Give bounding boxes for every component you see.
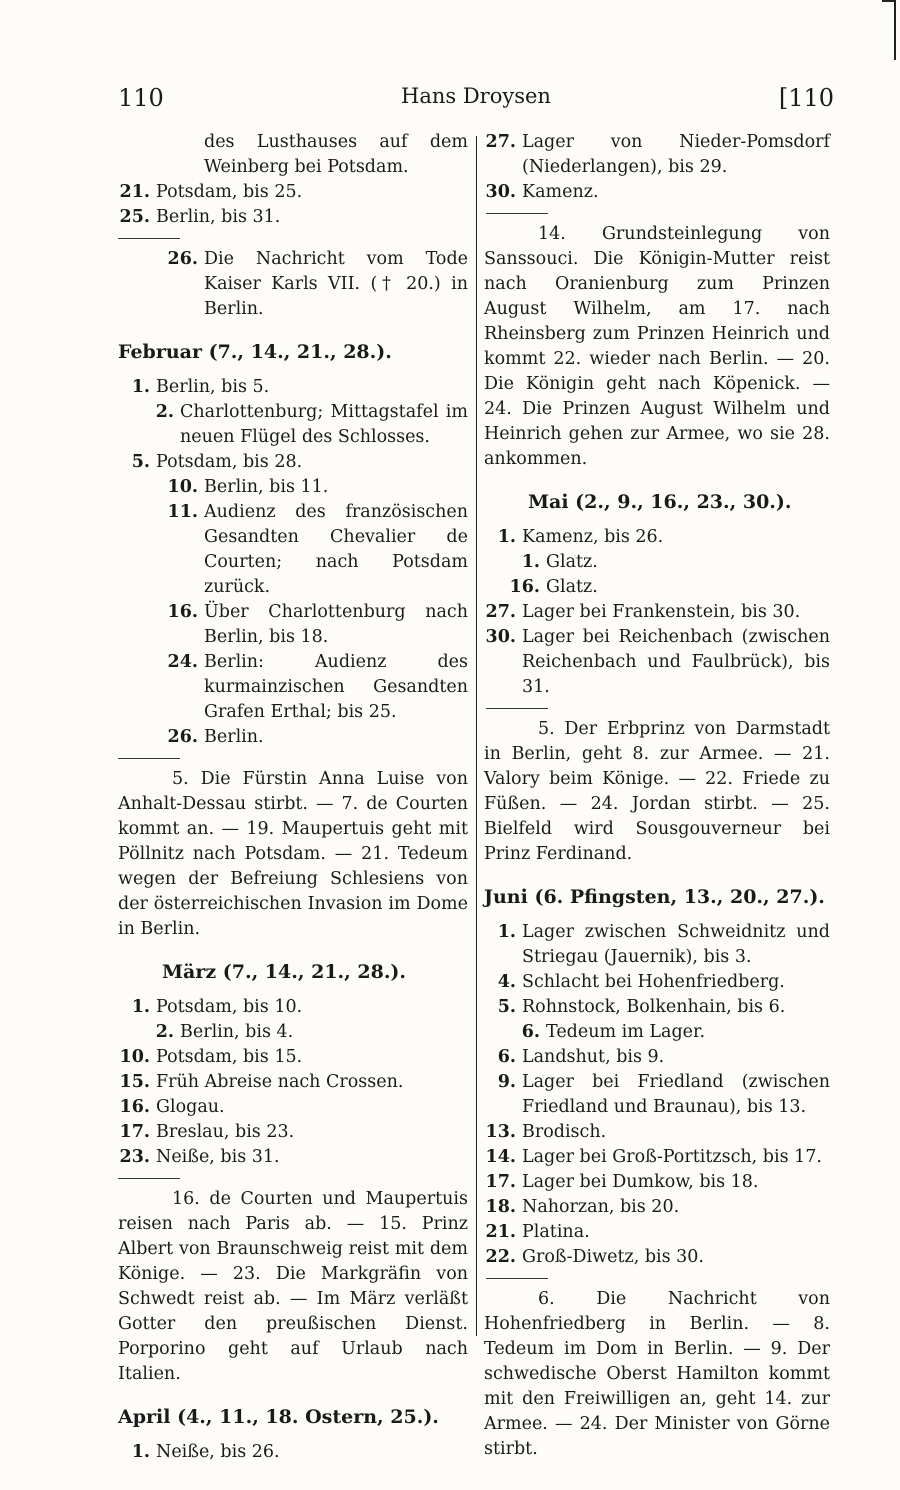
- list-item: [118, 1070, 468, 1095]
- item-number: 18.: [485, 1197, 516, 1217]
- list-item: [118, 180, 468, 205]
- april-note: 14. Grundsteinlegung von Sanssouci. Die Königin-Mutter reist nach Oranienburg zum Prinzen August Wilhelm, am 17. nach Rheinsberg zum Prinzen Heinrich und kommt 22. wieder nach Berlin. — 20. Die Königin geht nach Köpenick. — 24. Die Prinzen August Wilhelm und Heinrich gehen zur Armee, wo sie 28. ankommen.: [484, 224, 830, 469]
- item-text: Platina.: [522, 1222, 590, 1242]
- item-text: Glatz.: [546, 552, 598, 572]
- item-number: 24.: [167, 652, 198, 672]
- item-text: Glatz.: [546, 577, 598, 597]
- item-number: 2.: [155, 402, 174, 422]
- item-text: Schlacht bei Hohenfriedberg.: [522, 972, 785, 992]
- item-number: 6.: [497, 1047, 516, 1067]
- page-header: [118, 84, 834, 118]
- item-text: Charlottenburg; Mittagstafel im neuen Flügel des Schlosses.: [180, 402, 468, 447]
- item-number: 6.: [521, 1022, 540, 1042]
- item-text: Potsdam, bis 25.: [156, 182, 303, 202]
- list-item: [484, 1070, 830, 1120]
- item-text: Berlin.: [204, 727, 264, 747]
- item-text: Lager bei Frankenstein, bis 30.: [522, 602, 801, 622]
- list-item: [484, 1245, 830, 1270]
- item-text: Tedeum im Lager.: [546, 1022, 706, 1042]
- item-number: 13.: [485, 1122, 516, 1142]
- item-text: Lager bei Groß-Portitzsch, bis 17.: [522, 1147, 822, 1167]
- item-number: 9.: [497, 1072, 516, 1092]
- item-text: Lager bei Dumkow, bis 18.: [522, 1172, 759, 1192]
- section-rule: [118, 1178, 180, 1179]
- month-heading-maerz: März (7., 14., 21., 28.).: [162, 961, 407, 983]
- item-number: 1.: [131, 377, 150, 397]
- item-text: Kamenz.: [522, 182, 599, 202]
- item-number: 10.: [119, 1047, 150, 1067]
- list-item: [118, 375, 468, 400]
- item-number: 27.: [485, 602, 516, 622]
- item-text: Landshut, bis 9.: [522, 1047, 665, 1067]
- list-item: [484, 600, 830, 625]
- item-text: Berlin, bis 5.: [156, 377, 270, 397]
- continued-text: des Lusthauses auf dem Weinberg bei Potsdam.: [204, 132, 468, 177]
- list-item: [484, 920, 830, 970]
- item-number: 26.: [167, 727, 198, 747]
- item-number: 17.: [119, 1122, 150, 1142]
- list-item: [484, 625, 830, 700]
- item-text: Audienz des französischen Gesandten Chevalier de Courten; nach Potsdam zurück.: [204, 502, 468, 597]
- item-text: Groß-Diwetz, bis 30.: [522, 1247, 704, 1267]
- list-item: [484, 995, 830, 1020]
- running-head: Hans Droysen: [401, 84, 551, 108]
- mai-note: 5. Der Erbprinz von Darmstadt in Berlin, geht 8. zur Armee. — 21. Valory beim Könige. — 22. Friede zu Füßen. — 24. Jordan stirbt. — 25. Bielfeld wird Sousgouverneur bei Prinz Ferdinand.: [484, 719, 830, 864]
- list-item: [118, 450, 468, 475]
- item-number: 14.: [485, 1147, 516, 1167]
- item-text: Lager von Nieder-Pomsdorf (Niederlangen), bis 29.: [522, 132, 830, 177]
- list-item: [484, 575, 830, 600]
- item-text: Lager bei Reichenbach (zwischen Reichenbach und Faulbrück), bis 31.: [522, 627, 830, 697]
- list-item: [118, 205, 468, 230]
- item-number: 22.: [485, 1247, 516, 1267]
- list-item: [118, 725, 468, 750]
- item-number: 16.: [119, 1097, 150, 1117]
- list-item: [484, 1170, 830, 1195]
- left-column: [118, 130, 468, 1465]
- maerz-list: [118, 995, 468, 1170]
- mai-list: [484, 525, 830, 700]
- item-text: Berlin, bis 4.: [180, 1022, 294, 1042]
- juni-list: [484, 920, 830, 1270]
- list-item: [484, 970, 830, 995]
- page-edge-tick: [882, 0, 896, 2]
- jan-note-text: Die Nachricht vom Tode Kaiser Karls VII. († 20.) in Berlin.: [204, 249, 468, 319]
- item-number: 11.: [167, 502, 198, 522]
- list-item: [484, 1020, 830, 1045]
- item-text: Potsdam, bis 10.: [156, 997, 303, 1017]
- jan-note-entry: [118, 247, 468, 322]
- list-item: [118, 650, 468, 725]
- item-text: Lager zwischen Schweidnitz und Striegau (Jauernik), bis 3.: [522, 922, 830, 967]
- item-text: Berlin, bis 11.: [204, 477, 329, 497]
- continued-entry: [118, 130, 468, 180]
- list-item: [118, 475, 468, 500]
- right-top-list: [484, 130, 830, 205]
- juni-note: 6. Die Nachricht von Hohenfriedberg in Berlin. — 8. Tedeum im Dom in Berlin. — 9. Der schwedische Oberst Hamilton kommt mit den Freiwilligen an, geht 14. zur Armee. — 24. Der Minister von Görne stirbt.: [484, 1289, 830, 1459]
- list-item: [118, 1020, 468, 1045]
- item-number: 15.: [119, 1072, 150, 1092]
- item-number: 27.: [485, 132, 516, 152]
- section-rule: [486, 213, 548, 214]
- list-item: [484, 1145, 830, 1170]
- list-item: [484, 550, 830, 575]
- item-text: Potsdam, bis 28.: [156, 452, 303, 472]
- item-text: Berlin: Audienz des kurmainzischen Gesandten Grafen Erthal; bis 25.: [204, 652, 468, 722]
- item-text: Lager bei Friedland (zwischen Friedland und Braunau), bis 13.: [522, 1072, 830, 1117]
- month-heading-april: April (4., 11., 18. Ostern, 25.).: [118, 1406, 439, 1428]
- item-text: Neiße, bis 31.: [156, 1147, 280, 1167]
- page-number-right: [110: [778, 84, 834, 112]
- februar-note: 5. Die Fürstin Anna Luise von Anhalt-Dessau stirbt. — 7. de Courten kommt an. — 19. Maupertuis geht mit Pöllnitz nach Potsdam. — 21. Tedeum wegen der Befreiung Schlesiens von der österreichischen Invasion im Dome in Berlin.: [118, 769, 468, 939]
- list-item: [484, 130, 830, 180]
- april-list: [118, 1440, 468, 1465]
- item-text: Neiße, bis 26.: [156, 1442, 280, 1462]
- item-text: Glogau.: [156, 1097, 225, 1117]
- item-text: Nahorzan, bis 20.: [522, 1197, 680, 1217]
- item-number: 4.: [497, 972, 516, 992]
- list-item: [118, 400, 468, 450]
- list-item: [484, 1195, 830, 1220]
- section-rule: [486, 708, 548, 709]
- item-number: 10.: [167, 477, 198, 497]
- list-item: [118, 1440, 468, 1465]
- page-number-left: 110: [118, 84, 164, 112]
- list-item: [118, 1095, 468, 1120]
- item-number: 1.: [131, 1442, 150, 1462]
- list-item: [484, 180, 830, 205]
- column-divider: [476, 136, 477, 1336]
- right-column: [484, 130, 830, 1462]
- februar-list: [118, 375, 468, 750]
- month-heading-juni: Juni (6. Pfingsten, 13., 20., 27.).: [484, 886, 825, 908]
- item-text: Breslau, bis 23.: [156, 1122, 295, 1142]
- item-number: 30.: [485, 627, 516, 647]
- item-number: 1.: [131, 997, 150, 1017]
- item-number: 16.: [509, 577, 540, 597]
- maerz-note: 16. de Courten und Maupertuis reisen nach Paris ab. — 15. Prinz Albert von Braunschweig reist mit dem Könige. — 23. Die Markgräfin von Schwedt reist ab. — Im März verläßt Gotter den preußischen Dienst. Porporino geht auf Urlaub nach Italien.: [118, 1189, 468, 1384]
- list-item: [118, 500, 468, 600]
- page-edge-line: [894, 0, 896, 60]
- item-text: Potsdam, bis 15.: [156, 1047, 303, 1067]
- item-text: Früh Abreise nach Crossen.: [156, 1072, 404, 1092]
- item-text: Rohnstock, Bolkenhain, bis 6.: [522, 997, 786, 1017]
- list-item: [118, 1120, 468, 1145]
- list-item: [484, 1220, 830, 1245]
- section-rule: [118, 758, 180, 759]
- item-text: Über Charlottenburg nach Berlin, bis 18.: [204, 602, 468, 647]
- item-number: 1.: [497, 922, 516, 942]
- item-number: 1.: [521, 552, 540, 572]
- list-item: [484, 1045, 830, 1070]
- item-text: Brodisch.: [522, 1122, 607, 1142]
- item-number: 23.: [119, 1147, 150, 1167]
- item-number: 16.: [167, 602, 198, 622]
- list-item: [484, 525, 830, 550]
- section-rule: [118, 238, 180, 239]
- section-rule: [486, 1278, 548, 1279]
- list-item: [118, 1145, 468, 1170]
- item-number: 1.: [497, 527, 516, 547]
- list-item: [484, 1120, 830, 1145]
- item-number: 5.: [497, 997, 516, 1017]
- month-heading-mai: Mai (2., 9., 16., 23., 30.).: [528, 491, 792, 513]
- item-number: 25.: [119, 207, 150, 227]
- item-number: 2.: [155, 1022, 174, 1042]
- list-item: [118, 1045, 468, 1070]
- list-item: [118, 995, 468, 1020]
- item-number: 5.: [131, 452, 150, 472]
- month-heading-februar: Februar (7., 14., 21., 28.).: [118, 341, 392, 363]
- item-number: 21.: [485, 1222, 516, 1242]
- item-number: 17.: [485, 1172, 516, 1192]
- jan-note-number: 26.: [167, 249, 198, 269]
- item-number: 21.: [119, 182, 150, 202]
- item-text: Kamenz, bis 26.: [522, 527, 664, 547]
- left-top-list: [118, 180, 468, 230]
- list-item: [118, 600, 468, 650]
- item-number: 30.: [485, 182, 516, 202]
- item-text: Berlin, bis 31.: [156, 207, 281, 227]
